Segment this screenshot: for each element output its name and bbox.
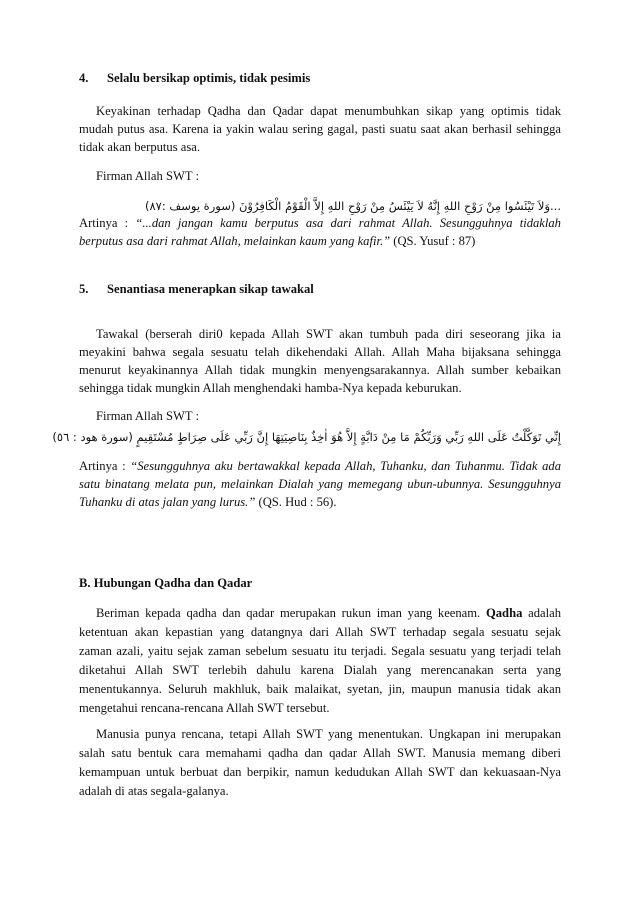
section-b-text: adalah — [528, 606, 561, 620]
section-5-para-line: sehingga tidak mungkin Allah menghendaki hamba-Nya kepada keburukan. — [79, 381, 462, 395]
section-5-firman: Firman Allah SWT : — [96, 409, 199, 423]
section-4-artinya-line — [79, 215, 561, 232]
translation-text: “...dan jangan kamu berputus asa dari rahmat Allah. Sesungguhnya tidaklah — [135, 216, 561, 230]
section-5-number: 5. — [79, 282, 89, 296]
section-5-para-line: meyakini bahwa segala sesuatu telah dikehendaki Allah. Allah Maha bijaksana sehingga — [79, 345, 561, 359]
section-4-number: 4. — [79, 71, 89, 85]
section-5-arabic-verse: إِنِّي تَوَكَّلْتُ عَلَى اللهِ رَبِّي وَرَبِّكُمْ مَا مِنْ دَابَّةٍ إِلاَّ هُوَ اٰخِذٌ بِنَاصِيَتِهَا إِنَّ رَبِّي عَلَى صِرَاطٍ مُسْتَقِيمٍ (سورة هود : ٥٦) — [52, 430, 561, 444]
verse-reference: (QS. Hud : 56). — [258, 495, 337, 509]
section-b-para-line: menentukannya. Seluruh makhluk, baik malaikat, syetan, jin, maupun manusia tidak akan — [79, 682, 561, 696]
section-b-text: Beriman kepada qadha dan qadar merupakan rukun iman yang keenam. — [96, 606, 481, 620]
translation-text: “Sesungguhnya aku bertawakkal kepada Allah, Tuhanku, dan Tuhanmu. Tidak ada — [130, 459, 562, 473]
section-b-para-line: Manusia punya rencana, tetapi Allah SWT yang menentukan. Ungkapan ini merupakan — [96, 727, 561, 741]
artinya-label: Artinya : — [79, 216, 129, 230]
section-5-artinya-line: satu binatang melata pun, melainkan Dialah yang memegang ubun-ubunnya. Sesungguhnya — [79, 477, 561, 491]
section-4-para-line: mudah putus asa. Karena ia yakin walau sering gagal, pasti suatu saat akan berhasil sehingga — [79, 122, 561, 136]
section-4-para-line: tidak akan berputus asa. — [79, 140, 200, 154]
section-b-para-line: ketentuan akan kepastian yang datangnya dari Allah SWT terhadap segala sesuatu sejak — [79, 625, 561, 639]
section-5-para-line: menurut keyakinannya Allah tidak mungkin menyengsarakannya. Allah sumber kebaikan — [79, 363, 561, 377]
section-4-arabic-verse: ...وَلاَ تَيْئَسُوا مِنْ رَوْحِ اللهِ إِنَّهُ لاَ يَيْئَسُ مِنْ رَوْحِ اللهِ إِلاَّ الْقَوْمُ الْكَافِرُوْنَ (سورة يوسف :٨٧) — [144, 199, 561, 213]
section-5-title: Senantiasa menerapkan sikap tawakal — [107, 282, 314, 296]
qadha-term: Qadha — [485, 606, 523, 620]
section-b-para-line: mengetahui rencana-rencana Allah SWT tersebut. — [79, 701, 330, 715]
section-4-artinya-line — [79, 233, 561, 250]
section-4-title: Selalu bersikap optimis, tidak pesimis — [107, 71, 311, 85]
section-b-para-line: salah satu bentuk cara memahami qadha dan qadar Allah SWT. Manusia memang diberi — [79, 746, 561, 760]
section-5-para-line: Tawakal (berserah diri0 kepada Allah SWT akan tumbuh pada diri seseorang jika ia — [96, 327, 561, 341]
section-4-para-line: Keyakinan terhadap Qadha dan Qadar dapat menumbuhkan sikap yang optimis tidak — [96, 104, 561, 118]
translation-text: berputus asa dari rahmat Allah, melainkan kaum yang kafir.” — [79, 234, 391, 248]
section-b-para-line: kemampuan untuk berbuat dan berpikir, namun kedudukan Allah SWT dan kekuasaan-Nya — [79, 765, 561, 779]
section-4-firman: Firman Allah SWT : — [96, 169, 199, 183]
section-5-artinya-line — [79, 458, 561, 475]
translation-text: Tuhanku di atas jalan yang lurus.” — [79, 495, 256, 509]
section-4-heading — [79, 70, 561, 87]
section-5-artinya-line — [79, 494, 561, 511]
section-5-heading — [79, 281, 561, 298]
section-b-para-line: zaman azali, yaitu sejak zaman sebelum sesuatu itu terjadi. Segala sesuatu yang terjadi telah — [79, 644, 561, 658]
section-b-heading: B. Hubungan Qadha dan Qadar — [79, 576, 253, 590]
section-b-para-line: adalah di atas segala-galanya. — [79, 784, 229, 798]
section-b-para-line — [96, 605, 561, 622]
artinya-label: Artinya : — [79, 459, 126, 473]
section-b-para-line: diketahui Allah SWT terlebih dahulu karena Dialah yang merencanakan serta yang — [79, 663, 561, 677]
verse-reference: (QS. Yusuf : 87) — [393, 234, 476, 248]
